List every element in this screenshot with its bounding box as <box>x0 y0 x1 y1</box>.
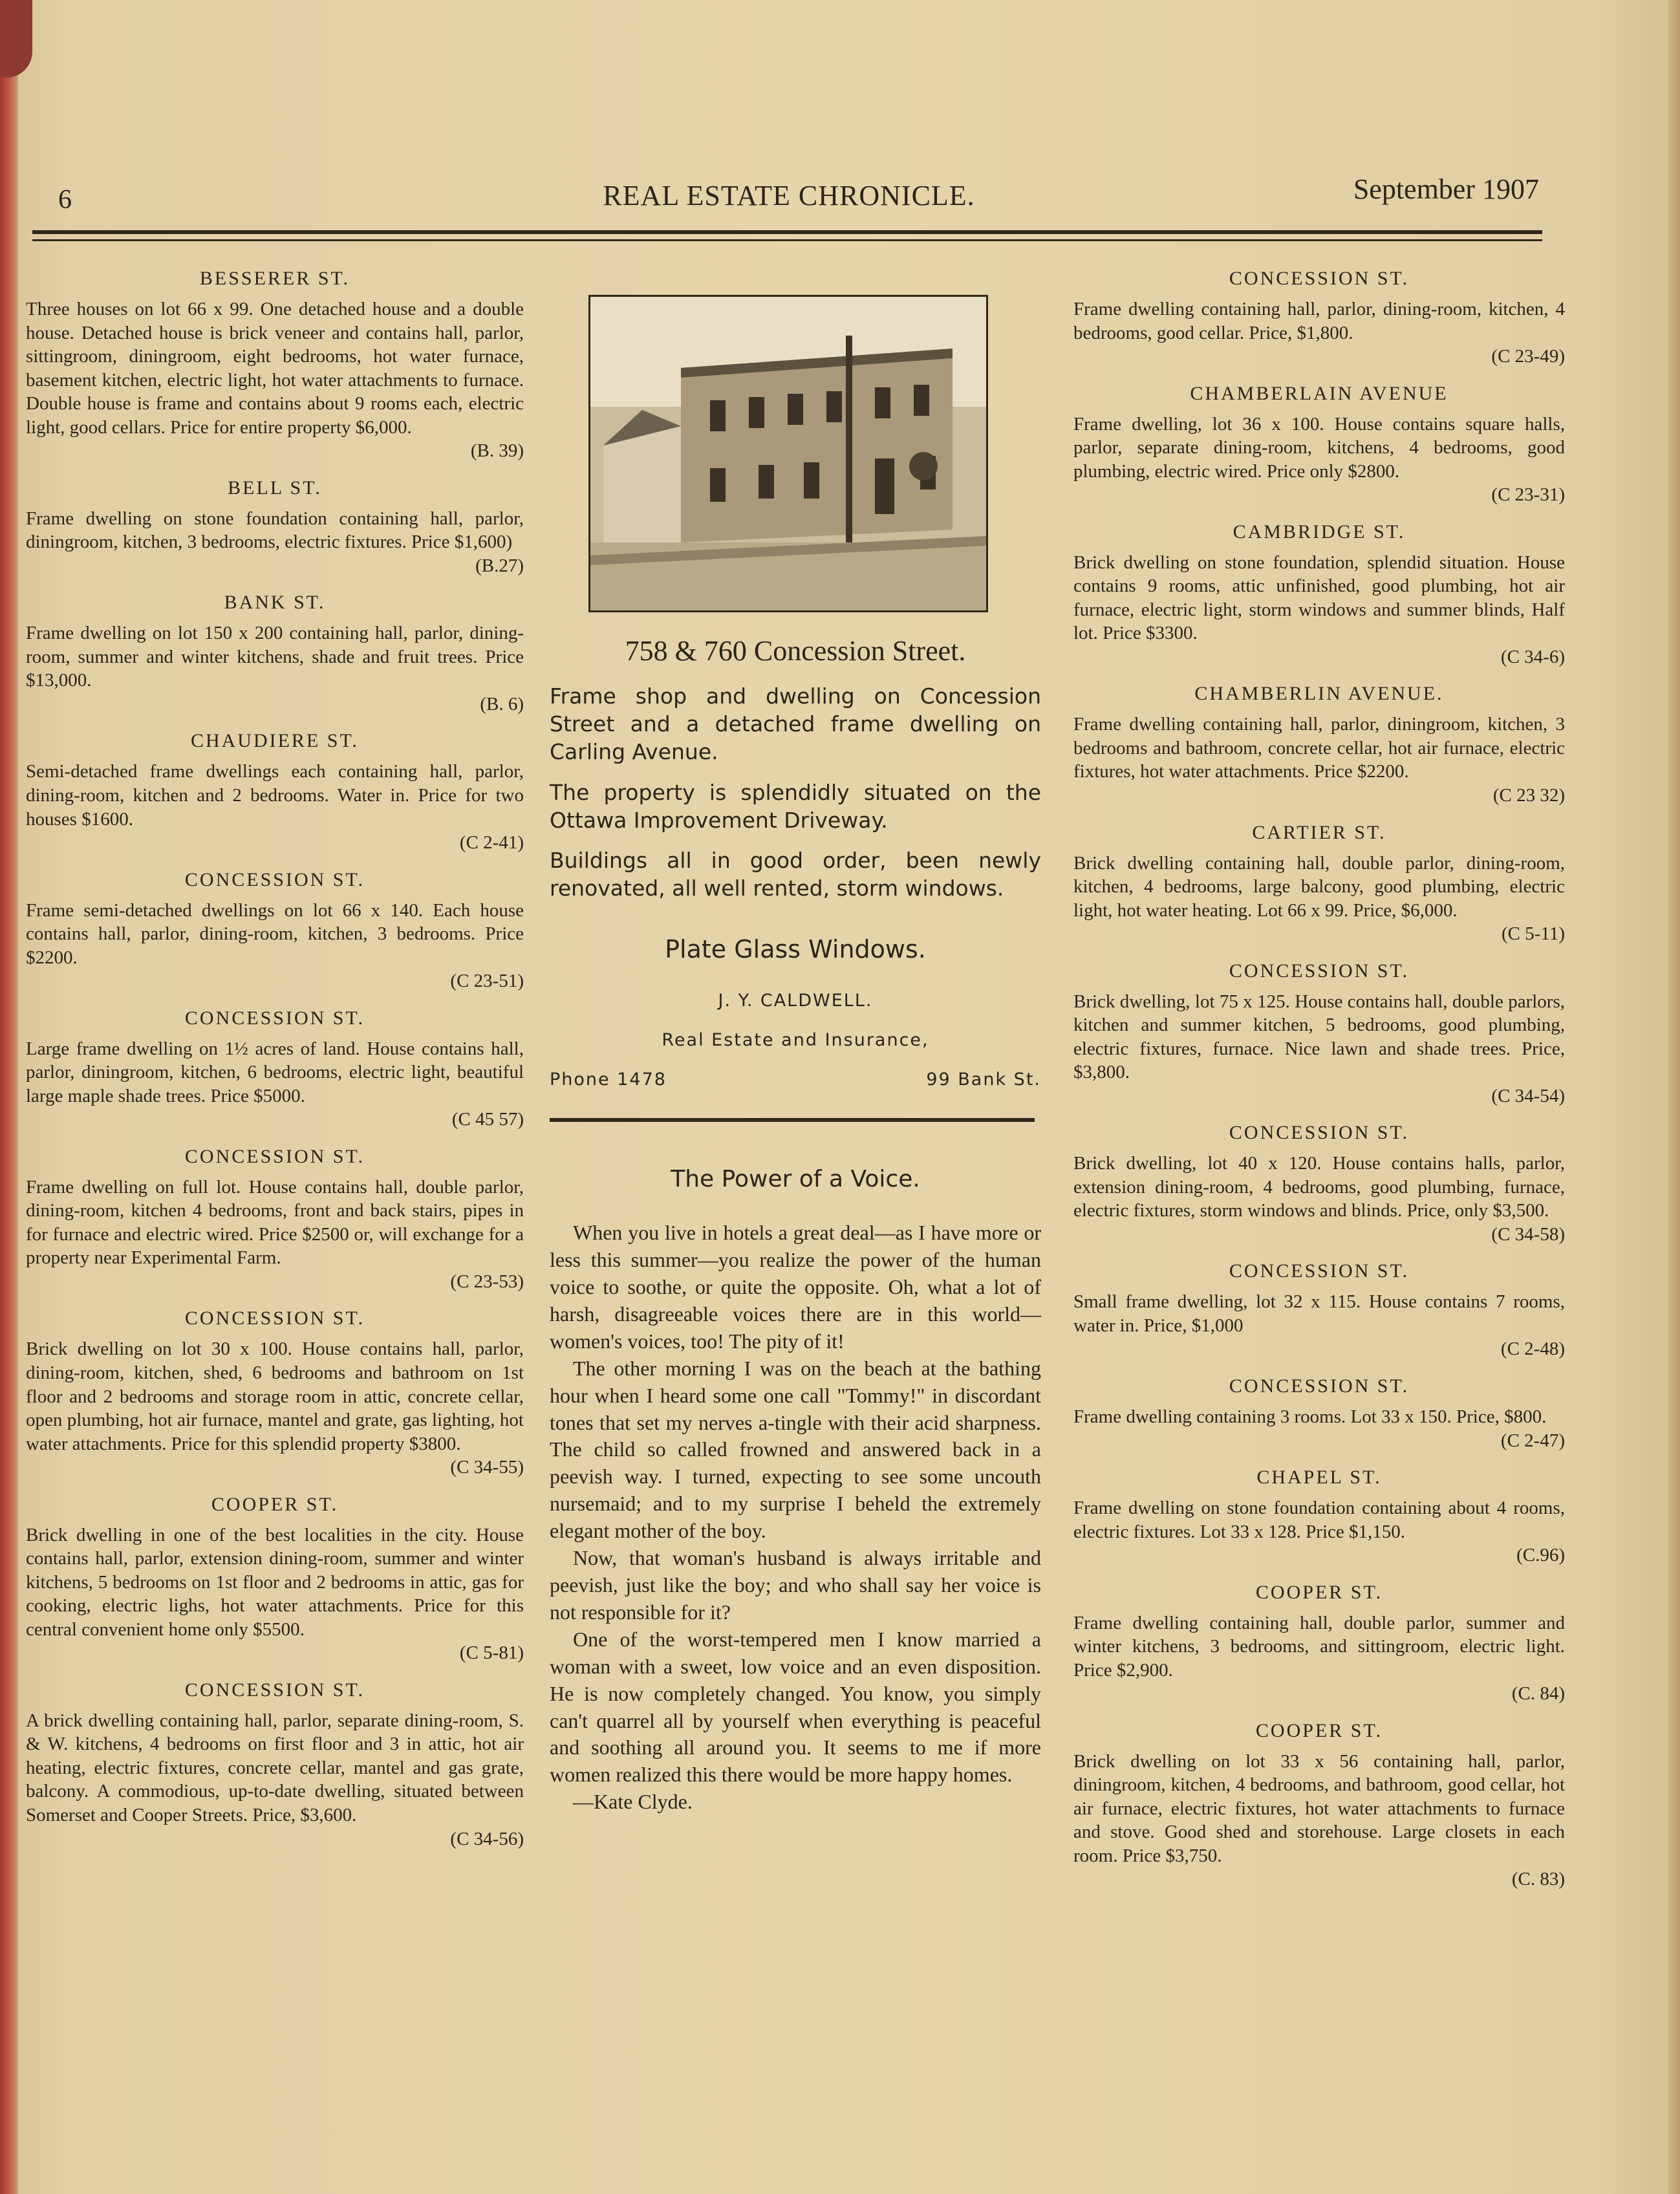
listing-heading: CONCESSION ST. <box>184 1145 365 1167</box>
listing-body: Small frame dwelling, lot 32 x 115. House contains 7 rooms, water in. Price, $1,000 <box>1073 1291 1565 1336</box>
listing-body: Frame dwelling containing 3 rooms. Lot 33 x 150. Price, $800. <box>1073 1406 1547 1427</box>
listing-body: Brick dwelling, lot 40 x 120. House contains halls, parlor, extension dining-room, 4 bedrooms, good plumbing, furnace, electric fixtures, storm windows and blinds. Price, only $3,500. <box>1073 1153 1565 1221</box>
masthead <box>39 165 1539 217</box>
listing-heading: BELL ST. <box>228 477 322 499</box>
listing-code: (C. 83) <box>1511 1869 1565 1890</box>
listing-body: Frame semi-detached dwellings on lot 66 x 140. Each house contains hall, parlor, dining-room, kitchen, 3 bedrooms. Price $2200. <box>26 899 524 968</box>
listing-code: (C 23-51) <box>450 971 524 992</box>
listing-body: Brick dwelling in one of the best localities in the city. House contains hall, parlor, extension dining-room, summer and winter kitchens, 5 bedrooms on 1st floor and 2 bedrooms in attic, gas for cooking, electric lighs, hot water attachments. Price for this central convenient home only $5500. <box>26 1524 524 1640</box>
listing-heading: CARTIER ST. <box>1252 821 1386 843</box>
listing <box>26 1494 524 1665</box>
listing-code: (C 5-81) <box>459 1642 524 1664</box>
listing-code: (C. 84) <box>1511 1683 1565 1705</box>
listing-code: (C.96) <box>1516 1545 1565 1566</box>
listing-heading: CONCESSION ST. <box>1229 1122 1410 1144</box>
listing-heading: CONCESSION ST. <box>184 868 365 890</box>
listing-code: (C 2-48) <box>1500 1339 1565 1360</box>
listing-body: Frame dwelling containing hall, parlor, diningroom, kitchen, 3 bedrooms and bathroom, concrete cellar, hot air furnace, electric fixtures, hot water attachments. Price $2200. <box>1073 714 1565 782</box>
listing-code: (C 34-56) <box>450 1828 524 1849</box>
listing-heading: CHAUDIERE ST. <box>190 730 360 752</box>
listing-body: Frame dwelling containing hall, double parlor, summer and winter kitchens, 3 bedrooms, and sittingroom, electric light. Price $2,900. <box>1073 1612 1565 1681</box>
photo-caption: 758 & 760 Concession Street. <box>625 635 966 667</box>
listing <box>1073 1260 1565 1361</box>
house-photo <box>588 295 988 612</box>
left-listings-column <box>26 259 524 1865</box>
listing <box>1073 383 1565 507</box>
listing-heading: COOPER ST. <box>1255 1719 1383 1741</box>
issue-date: September 1907 <box>1353 173 1539 205</box>
listing-heading: CONCESSION ST. <box>1229 268 1410 289</box>
listing <box>26 1007 524 1132</box>
page-edge <box>1668 0 1680 2194</box>
listing-heading: BESSERER ST. <box>199 268 350 289</box>
agent-contact <box>550 1070 1041 1090</box>
listing-heading: CHAPEL ST. <box>1256 1467 1382 1489</box>
listing <box>1073 822 1565 946</box>
listing <box>1073 1375 1565 1452</box>
listing-heading: BANK ST. <box>224 592 326 614</box>
listing-body: Brick dwelling containing hall, double parlor, dining-room, kitchen, 4 bedrooms, large balcony, good plumbing, electric light, hot water heating. Lot 66 x 99. Price, $6,000. <box>1073 852 1565 921</box>
article-paragraph: Now, that woman's husband is always irritable and peevish, just like the boy; and who shall say her voice is not responsible for it? <box>550 1546 1041 1624</box>
listing <box>26 730 524 854</box>
middle-column <box>550 259 1041 1816</box>
publication-title: REAL ESTATE CHRONICLE. <box>603 180 975 211</box>
listing-code: (C 2-41) <box>459 832 524 854</box>
listing <box>1073 1720 1565 1891</box>
listing-body: A brick dwelling containing hall, parlor, separate dining-room, S. & W. kitchens, 4 bedrooms on first floor and 3 in attic, hot air heating, electric fixtures, concrete cellar, mantel and gas grate, balcony. A commodious, up-to-date dwelling, situated between Somerset and Cooper Streets. Price, $3,600. <box>26 1710 524 1825</box>
listing-code: (C 34-55) <box>450 1457 524 1478</box>
listing-heading: CONCESSION ST. <box>1229 1375 1410 1397</box>
listing <box>26 268 524 463</box>
listing-heading: CAMBRIDGE ST. <box>1233 521 1406 543</box>
right-listings-column <box>1073 259 1565 1906</box>
listing-body: Frame dwelling on lot 150 x 200 containing hall, parlor, dining-room, summer and winter kitchens, shade and fruit trees. Price $13,000. <box>26 623 524 691</box>
listing-heading: CONCESSION ST. <box>184 1007 365 1029</box>
listing <box>26 477 524 578</box>
binding-tab <box>0 0 32 78</box>
listing <box>1073 960 1565 1108</box>
listing-heading: CONCESSION ST. <box>184 1679 365 1701</box>
masthead-rule-thin <box>32 239 1542 241</box>
listing-body: Frame dwelling on stone foundation containing about 4 rooms, electric fixtures. Lot 33 x 128. Price $1,150. <box>1073 1498 1565 1542</box>
listing-body: Brick dwelling, lot 75 x 125. House contains hall, double parlors, kitchen and summer kitchen, 5 bedrooms, good plumbing, electric fixtures, furnace. Nice lawn and shade trees. Price, $3,800. <box>1073 991 1565 1083</box>
listing-heading: CONCESSION ST. <box>1229 1260 1410 1282</box>
listing <box>26 1146 524 1294</box>
listing <box>1073 521 1565 669</box>
listing-code: (C 23-31) <box>1491 484 1565 506</box>
masthead-rule <box>32 230 1542 234</box>
listing-body: Frame dwelling containing hall, parlor, dining-room, kitchen, 4 bedrooms, good cellar. Price, $1,800. <box>1073 299 1565 343</box>
ad-paragraph: Buildings all in good order, been newly renovated, all well rented, storm windows. <box>550 848 1041 901</box>
article-title: The Power of a Voice. <box>671 1166 920 1193</box>
listing-body: Frame dwelling, lot 36 x 100. House contains square halls, parlor, separate dining-room, kitchens, 4 bedrooms, good plumbing, electric wired. Price only $2800. <box>1073 413 1565 482</box>
listing-code: (C 2-47) <box>1500 1430 1565 1451</box>
agent-business: Real Estate and Insurance, <box>662 1030 929 1051</box>
plate-glass-heading: Plate Glass Windows. <box>665 935 926 964</box>
listing-code: (C 45 57) <box>451 1109 524 1130</box>
agent-phone: Phone 1478 <box>550 1070 667 1090</box>
listing <box>26 869 524 993</box>
listing-code: (C 23-49) <box>1491 346 1565 367</box>
agent-name: J. Y. CALDWELL. <box>718 991 873 1011</box>
listing-heading: CHAMBERLAIN AVENUE <box>1190 382 1448 404</box>
listing <box>1073 1582 1565 1706</box>
listing-code: (C 5-11) <box>1502 923 1565 945</box>
listing-body: Brick dwelling on lot 33 x 56 containing hall, parlor, diningroom, kitchen, 4 bedrooms, and bathroom, good cellar, hot air furnace, electric fixtures, hot water attachments to furnace and stove. Good shed and storehouse. Large closets in each room. Price $3,750. <box>1073 1750 1565 1866</box>
ad-paragraph: Frame shop and dwelling on Concession Street and a detached frame dwelling on Carling Avenue. <box>550 683 1041 764</box>
listing-heading: CONCESSION ST. <box>184 1307 365 1329</box>
listing <box>1073 268 1565 369</box>
agent-address: 99 Bank St. <box>926 1070 1041 1090</box>
article-paragraph: The other morning I was on the beach at the bathing hour when I heard some one call "Tommy!" in discordant tones that set my nerves a-tingle with their acid sharpness. The child so called frowned and answered back in a peevish way. I turned, expecting to see some uncouth nursemaid; and to my surprise I beheld the extremely elegant mother of the boy. <box>550 1356 1041 1543</box>
listing-code: (C 34-54) <box>1491 1085 1565 1106</box>
section-rule <box>550 1118 1035 1122</box>
listing-heading: COOPER ST. <box>211 1493 339 1515</box>
listing-heading: CHAMBERLIN AVENUE. <box>1194 683 1444 705</box>
binding-spine <box>0 0 18 2194</box>
ad-paragraph: The property is splendidly situated on the Ottawa Improvement Driveway. <box>550 779 1041 833</box>
listing-heading: COOPER ST. <box>1255 1581 1383 1603</box>
listing-code: (B.27) <box>475 555 524 576</box>
article-signature: —Kate Clyde. <box>573 1790 693 1814</box>
listing-body: Frame dwelling on stone foundation containing hall, parlor, diningroom, kitchen, 3 bedrooms, electric fixtures. Price $1,600) <box>26 508 524 553</box>
listing-body: Three houses on lot 66 x 99. One detached house and a double house. Detached house is brick veneer and contains hall, parlor, sittingroom, diningroom, eight bedrooms, hot water furnace, basement kitchen, electric light, hot water attachments to furnace. Double house is frame and contains about 9 rooms each, electric light, good cellars. Price for entire property $6,000. <box>26 299 524 438</box>
listing-heading: CONCESSION ST. <box>1229 960 1410 982</box>
listing-code: (C 23 32) <box>1492 784 1565 806</box>
listing-body: Brick dwelling on lot 30 x 100. House contains hall, parlor, dining-room, kitchen, shed, 6 bedrooms and bathroom on 1st floor and 2 bedrooms and storage room in attic, concrete cellar, open plumbing, hot air furnace, mantel and grate, gas lighting, hot water attachments. Price for this splendid property $3800. <box>26 1339 524 1454</box>
listing <box>26 1679 524 1851</box>
listing-code: (C 34-6) <box>1500 646 1565 667</box>
listing <box>26 592 524 716</box>
listing-code: (C 34-58) <box>1491 1223 1565 1245</box>
listing-body: Semi-detached frame dwellings each containing hall, parlor, dining-room, kitchen and 2 bedrooms. Water in. Price for two houses $1600. <box>26 761 524 830</box>
listing-body: Frame dwelling on full lot. House contains hall, double parlor, dining-room, kitchen 4 bedrooms, front and back stairs, pipes in for furnace and electric wired. Price $2500 or, will exchange for a property near Experimental Farm. <box>26 1176 524 1269</box>
listing-code: (B. 39) <box>470 440 524 462</box>
listing <box>1073 683 1565 807</box>
listing-body: Brick dwelling on stone foundation, splendid situation. House contains 9 rooms, attic unfinished, good plumbing, hot air furnace, electric light, storm windows and summer blinds, Half lot. Price $3300. <box>1073 552 1565 644</box>
article-paragraph: When you live in hotels a great deal—as I have more or less this summer—you realize the power of the human voice to soothe, or quite the opposite. Oh, what a lot of harsh, disagreeable voices there are in this world—women's voices, too! The pity of it! <box>550 1221 1041 1353</box>
listing <box>1073 1467 1565 1567</box>
listing-body: Large frame dwelling on 1½ acres of land. House contains hall, parlor, diningroom, kitchen, 6 bedrooms, electric light, beautiful large maple shade trees. Price $5000. <box>26 1038 524 1106</box>
listing-code: (C 23-53) <box>450 1271 524 1292</box>
listing <box>26 1307 524 1479</box>
listing <box>1073 1122 1565 1246</box>
listing-code: (B. 6) <box>480 693 524 715</box>
article-paragraph: One of the worst-tempered men I know married a woman with a sweet, low voice and an even disposition. He is now completely changed. You know, you simply can't quarrel all by yourself when everything is peaceful and soothing all around you. It seems to me if more women realized this there would be more happy homes. <box>550 1627 1041 1787</box>
page-number: 6 <box>58 185 72 215</box>
